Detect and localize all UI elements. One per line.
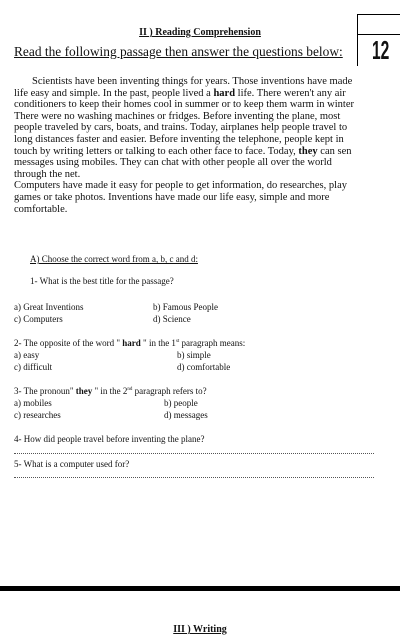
q3-option-d[interactable]: d) messages	[164, 410, 208, 420]
instruction: Read the following passage then answer the questions below:	[14, 44, 343, 59]
q3-option-b[interactable]: b) people	[164, 398, 198, 408]
passage-line: Scientists have been inventing things for years. Those inventions have made	[32, 76, 353, 87]
q2-option-a[interactable]: a) easy	[14, 350, 40, 360]
page-divider-bar	[0, 586, 400, 591]
passage-line: long distances faster and easier. Before inventing the telephone, people kept in	[14, 133, 344, 145]
passage-line: games or take photos. Inventions have made our life easy, simple and more	[14, 191, 330, 203]
question-5: 5- What is a computer used for?	[14, 459, 130, 469]
q1-option-a[interactable]: a) Great Inventions	[14, 302, 84, 312]
q2-option-c[interactable]: c) difficult	[14, 362, 53, 372]
q1-option-c[interactable]: c) Computers	[14, 314, 63, 324]
score-value: 12	[372, 35, 390, 65]
q3-option-c[interactable]: c) researches	[14, 410, 61, 420]
passage-line: comfortable.	[14, 203, 68, 215]
question-4: 4- How did people travel before inventing the plane?	[14, 434, 205, 444]
q1-option-b[interactable]: b) Famous People	[153, 302, 218, 312]
passage-line: through the net.	[14, 168, 81, 180]
question-2: 2- The opposite of the word " hard " in the 1st paragraph means:	[14, 338, 246, 348]
passage-line: people traveled by cars, boats, and trains. Today, airplanes help people travel to	[14, 122, 348, 134]
q3-option-a[interactable]: a) mobiles	[14, 398, 52, 408]
q5-answer-line[interactable]	[14, 477, 374, 478]
section-title-reading: II ) Reading Comprehension	[139, 27, 261, 38]
reading-passage	[14, 76, 400, 215]
section-title-writing: III ) Writing	[173, 624, 227, 635]
passage-line: life easy and simple. In the past, people lived a hard life. There weren't any air	[14, 87, 346, 99]
passage-line: touch by writing letters or talking to each other face to face. Today, they can sen	[14, 145, 352, 157]
question-3: 3- The pronoun" they " in the 2nd paragraph refers to?	[14, 386, 207, 396]
q4-answer-line[interactable]	[14, 453, 374, 454]
question-1: 1- What is the best title for the passage?	[30, 276, 174, 286]
passage-line: conditioners to keep their homes cool in summer or to keep them warm in winter	[14, 99, 354, 111]
part-a-title: A) Choose the correct word from a, b, c and d:	[30, 254, 198, 264]
q2-option-d[interactable]: d) comfortable	[177, 362, 231, 372]
score-box	[357, 14, 400, 66]
q1-option-d[interactable]: d) Science	[153, 314, 191, 324]
passage-line: Computers have made it easy for people to get information, do researches, play	[14, 180, 347, 192]
passage-line: There were no washing machines or fridges. Before inventing the plane, most	[14, 110, 341, 122]
q2-option-b[interactable]: b) simple	[177, 350, 211, 360]
passage-line: messages using mobiles. They can chat with other people all over the world	[14, 157, 332, 169]
